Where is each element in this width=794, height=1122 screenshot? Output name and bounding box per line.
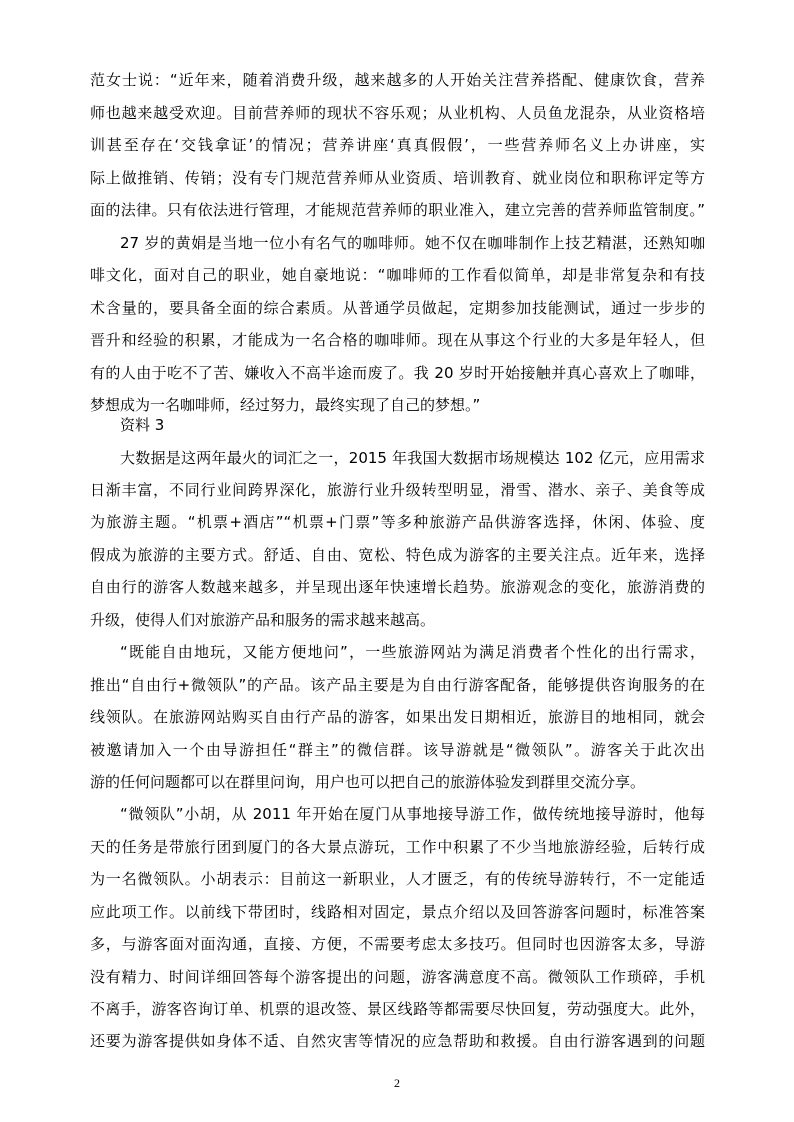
text-line: 际上做推销、传销；没有专门规范营养师从业资质、培训教育、就业岗位和职称评定等方 xyxy=(90,169,705,187)
text-line: 术含量的，要具备全面的综合素质。从普通学员做起，定期参加技能测试，通过一步步的 xyxy=(90,299,705,317)
text-line: 面的法律。只有依法进行管理，才能规范营养师的职业准入，建立完善的营养师监管制度。” xyxy=(90,201,705,219)
text-line: 假成为旅游的主要方式。舒适、自由、宽松、特色成为游客的主要关注点。近年来，选择 xyxy=(90,546,705,564)
text-line: 还要为游客提供如身体不适、自然灾害等情况的应急帮助和救援。自由行游客遇到的问题 xyxy=(90,1032,705,1050)
text-line: 应此项工作。以前线下带团时，线路相对固定，景点介绍以及回答游客问题时，标准答案 xyxy=(90,903,705,921)
text-line: 为一名微领队。小胡表示：目前这一新职业，人才匮乏，有的传统导游转行，不一定能适 xyxy=(90,870,705,888)
text-line: 天的任务是带旅行团到厦门的各大景点游玩，工作中积累了不少当地旅游经验，后转行成 xyxy=(90,838,705,856)
text-line: 师也越来越受欢迎。目前营养师的现状不容乐观；从业机构、人员鱼龙混杂，从业资格培 xyxy=(90,104,705,122)
text-line: 自由行的游客人数越来越多，并呈现出逐年快速增长趋势。旅游观念的变化，旅游消费的 xyxy=(90,578,705,596)
text-line: 范女士说：“近年来，随着消费升级，越来越多的人开始关注营养搭配、健康饮食，营养 xyxy=(90,71,705,89)
text-line: 升级，使得人们对旅游产品和服务的需求越来越高。 xyxy=(90,611,436,629)
text-line: 啡文化，面对自己的职业，她自豪地说：“咖啡师的工作看似简单，却是非常复杂和有技 xyxy=(90,266,705,284)
text-line: 训甚至存在‘交钱拿证’的情况；营养讲座‘真真假假’，一些营养师名义上办讲座，实 xyxy=(90,136,705,154)
text-line: 线领队。在旅游网站购买自由行产品的游客，如果出发日期相近，旅游目的地相同，就会 xyxy=(90,708,705,726)
page-number: 2 xyxy=(394,1076,400,1090)
text-line: 推出“自由行+微领队”的产品。该产品主要是为自由行游客配备，能够提供咨询服务的在 xyxy=(90,676,705,694)
text-line: “既能自由地玩，又能方便地问”，一些旅游网站为满足消费者个性化的出行需求， xyxy=(120,643,705,661)
text-line: 为旅游主题。“机票+酒店”“机票+门票”等多种旅游产品供游客选择，休闲、体验、度 xyxy=(90,513,705,531)
text-line: 27 岁的黄娟是当地一位小有名气的咖啡师。她不仅在咖啡制作上技艺精湛，还熟知咖 xyxy=(120,234,705,252)
text-line: 晋升和经验的积累，才能成为一名合格的咖啡师。现在从事这个行业的大多是年轻人，但 xyxy=(90,331,705,349)
text-line: 游的任何问题都可以在群里问询，用户也可以把自己的旅游体验发到群里交流分享。 xyxy=(90,773,646,791)
text-line: 没有精力、时间详细回答每个游客提出的问题，游客满意度不高。微领队工作琐碎，手机 xyxy=(90,968,705,986)
text-line: 被邀请加入一个由导游担任“群主”的微信群。该导游就是“微领队”。游客关于此次出 xyxy=(90,741,705,759)
text-line: 不离手，游客咨询订单、机票的退改签、景区线路等都需要尽快回复，劳动强度大。此外， xyxy=(90,1000,705,1018)
text-line: 大数据是这两年最火的词汇之一，2015 年我国大数据市场规模达 102 亿元，应用需求 xyxy=(120,449,705,467)
text-line: 日渐丰富，不同行业间跨界深化，旅游行业升级转型明显，滑雪、潜水、亲子、美食等成 xyxy=(90,481,705,499)
section-heading: 资料 3 xyxy=(120,416,165,434)
text-line: 梦想成为一名咖啡师，经过努力，最终实现了自己的梦想。” xyxy=(90,396,481,414)
text-line: 有的人由于吃不了苦、嫌收入不高半途而废了。我 20 岁时开始接触并真心喜欢上了咖啡， xyxy=(90,364,705,382)
text-line: “微领队”小胡，从 2011 年开始在厦门从事地接导游工作，做传统地接导游时，他每 xyxy=(120,805,705,823)
text-line: 多，与游客面对面沟通，直接、方便，不需要考虑太多技巧。但同时也因游客太多，导游 xyxy=(90,935,705,953)
